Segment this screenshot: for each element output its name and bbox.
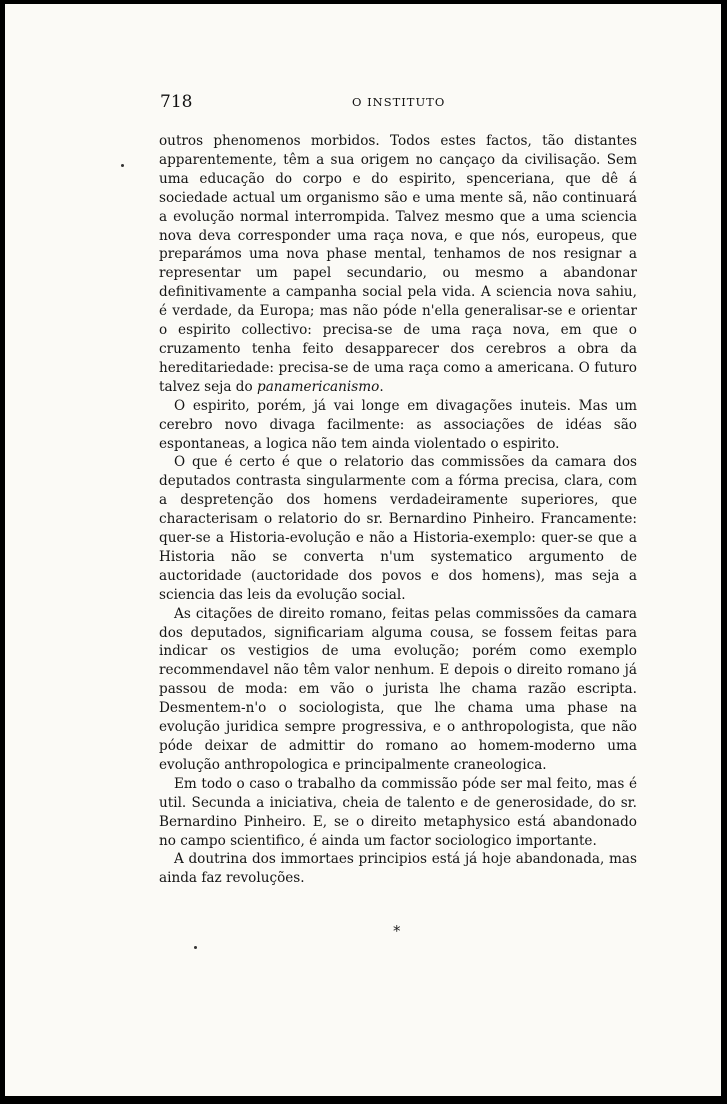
paragraph-1-end: . [379, 378, 384, 395]
paragraph-4: As citações de direito romano, feitas pelas commissões da camara dos deputados, significariam alguma cousa, se fossem feitas para indicar os vestigios de uma evolução; porém como exemplo recommendavel não têm valor nenhum. E depois o direito romano já passou de moda: em vão o jurista lhe chama razão escripta. Desmentem-n'o o sociologista, que lhe chama uma phase na evolução juridica sempre progressiva, e o anthropologista, que não póde deixar de admittir do romano ao homem-moderno uma evolução anthropologica e principalmente craneologica. [159, 605, 637, 773]
paragraph-6: A doutrina dos immortaes principios está já hoje abandonada, mas ainda faz revoluções. [159, 851, 637, 887]
paragraph-1-italic: panamericanismo [257, 378, 380, 395]
page-number: 718 [160, 92, 193, 112]
paragraph-2: O espirito, porém, já vai longe em divagações inuteis. Mas um cerebro novo divaga facilmente: as associações de idéas são espontaneas, a logica não tem ainda violentado o espirito. [159, 397, 637, 452]
paragraph-3: O que é certo é que o relatorio das commissões da camara dos deputados contrasta singularmente com a fórma precisa, clara, com a despretenção dos homens verdadeiramente superiores, que characterisam o relatorio do sr. Bernardino Pinheiro. Francamente: quer-se a Historia-evolução e não a Historia-exemplo: quer-se que a Historia não se converta n'um systematico argumento de auctoridade (auctoridade dos povos e dos homens), mas seja a sciencia das leis da evolução social. [159, 454, 637, 603]
page-header [160, 90, 635, 118]
book-page [5, 4, 721, 1096]
running-head: O INSTITUTO [352, 95, 446, 109]
ink-speck [121, 164, 124, 167]
section-separator: * [393, 922, 401, 940]
paragraph-5: Em todo o caso o trabalho da commissão póde ser mal feito, mas é util. Secunda a iniciativa, cheia de talento e de generosidade, do sr. Bernardino Pinheiro. E, se o direito metaphysico está abandonado no campo scientifico, é ainda um factor sociologico importante. [159, 775, 637, 849]
ink-speck [194, 946, 197, 949]
paragraph-1 [159, 132, 637, 397]
paragraph-1-text: outros phenomenos morbidos. Todos estes factos, tão distantes apparentemente, têm a sua origem no cançaço da civilisação. Sem uma educação do corpo e do espirito, spenceriana, que dê á sociedade actual um organismo são e uma mente sã, não continuará a evolução normal interrompida. Talvez mesmo que a uma sciencia nova deva corresponder uma raça nova, e que nós, europeus, que preparámos uma nova phase mental, tenhamos de nos resignar a representar um papel secundario, ou mesmo a abandonar definitivamente a campanha social pela vida. A sciencia nova sahiu, é verdade, da Europa; mas não póde n'ella generalisar-se e orientar o espirito collectivo: precisa-se de uma raça nova, em que o cruzamento tenha feito desapparecer dos cerebros a obra da hereditariedade: precisa-se de uma raça como a americana. O futuro talvez seja do [159, 133, 637, 395]
body-text [159, 132, 637, 888]
